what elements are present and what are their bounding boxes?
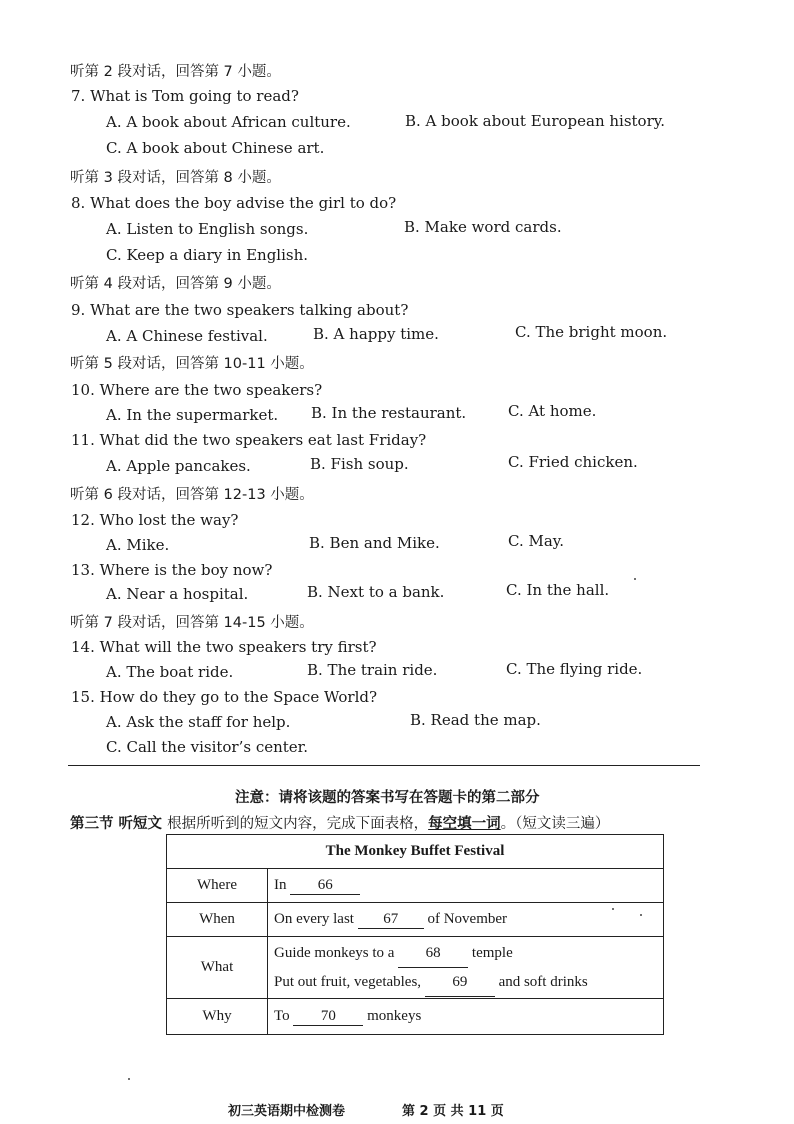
- notice-text: 注意：请将该题的答案书写在答题卡的第二部分: [235, 790, 540, 806]
- row-value-when: [268, 903, 664, 937]
- scan-speck: [640, 914, 642, 916]
- option-a: A. In the supermarket.: [106, 406, 279, 424]
- option-c: C. The flying ride.: [506, 660, 643, 678]
- option-c: C. At home.: [508, 402, 597, 420]
- footer-title: 初三英语期中检测卷: [228, 1104, 346, 1119]
- row-value-what: [268, 937, 664, 999]
- blank-68[interactable]: 68: [398, 939, 468, 968]
- scan-speck: [634, 578, 636, 580]
- option-c: C. Fried chicken.: [508, 453, 638, 471]
- row-label-where: Where: [167, 869, 268, 903]
- what2-pre: Put out fruit, vegetables,: [274, 973, 422, 990]
- what1-pre: Guide monkeys to a: [274, 944, 395, 961]
- blank-70[interactable]: 70: [293, 1008, 363, 1026]
- option-b: B. The train ride.: [307, 661, 438, 679]
- option-b: B. Read the map.: [410, 711, 541, 729]
- section-heading: 听第 3 段对话，回答第 8 小题。: [70, 170, 281, 186]
- option-c: C. Call the visitor’s center.: [106, 738, 308, 756]
- table-row: [167, 937, 664, 999]
- when-post: of November: [427, 910, 508, 927]
- question-stem: 12. Who lost the way?: [71, 511, 239, 529]
- option-b: B. Ben and Mike.: [309, 534, 440, 552]
- table-row: [167, 999, 664, 1035]
- option-b: B. In the restaurant.: [311, 404, 467, 422]
- option-b: B. Make word cards.: [404, 218, 562, 236]
- question-stem: 10. Where are the two speakers?: [71, 381, 323, 399]
- option-a: A. A Chinese festival.: [106, 327, 268, 345]
- row-label-what: What: [167, 937, 268, 999]
- scan-speck: [612, 908, 614, 910]
- part3-title: 第三节 听短文: [70, 816, 163, 832]
- question-stem: 7. What is Tom going to read?: [71, 87, 299, 105]
- section-heading: 听第 2 段对话，回答第 7 小题。: [70, 64, 281, 80]
- option-a: A. Apple pancakes.: [106, 457, 251, 475]
- part3-emphasis: 每空填一词: [428, 816, 501, 832]
- why-pre: To: [274, 1007, 290, 1024]
- section-heading: 听第 6 段对话，回答第 12-13 小题。: [70, 487, 314, 503]
- option-c: C. May.: [508, 532, 565, 550]
- row-label-when: When: [167, 903, 268, 937]
- option-b: B. A happy time.: [313, 325, 439, 343]
- option-a: A. A book about African culture.: [106, 113, 351, 131]
- option-c: C. In the hall.: [506, 581, 610, 599]
- option-c: C. Keep a diary in English.: [106, 246, 309, 264]
- why-post: monkeys: [367, 1007, 422, 1024]
- option-a: A. Ask the staff for help.: [106, 713, 291, 731]
- footer-page: 第 2 页 共 11 页: [402, 1104, 504, 1119]
- option-a: A. Mike.: [106, 536, 170, 554]
- row-value-why: [268, 999, 664, 1035]
- question-stem: 15. How do they go to the Space World?: [71, 688, 378, 706]
- row-label-why: Why: [167, 999, 268, 1035]
- part3-instruction-text: 根据所听到的短文内容，完成下面表格，: [167, 816, 429, 832]
- table-row: [167, 903, 664, 937]
- row-value-where: [268, 869, 664, 903]
- option-b: B. A book about European history.: [405, 112, 666, 130]
- question-stem: 9. What are the two speakers talking about?: [71, 301, 409, 319]
- festival-table: [166, 834, 664, 1035]
- blank-67[interactable]: 67: [358, 911, 424, 929]
- divider: [68, 765, 700, 766]
- option-a: A. Near a hospital.: [106, 585, 249, 603]
- table-title: The Monkey Buffet Festival: [167, 835, 664, 869]
- option-a: A. Listen to English songs.: [106, 220, 309, 238]
- what1-post: temple: [471, 944, 513, 961]
- blank-69[interactable]: 69: [425, 968, 495, 997]
- part3-tail: 。（短文读三遍）: [500, 816, 610, 832]
- option-c: C. The bright moon.: [515, 323, 668, 341]
- where-pre: In: [274, 876, 287, 893]
- what2-post: and soft drinks: [498, 973, 588, 990]
- option-c: C. A book about Chinese art.: [106, 139, 325, 157]
- table-row: [167, 869, 664, 903]
- option-b: B. Next to a bank.: [307, 583, 445, 601]
- question-stem: 8. What does the boy advise the girl to do?: [71, 194, 397, 212]
- option-a: A. The boat ride.: [106, 663, 234, 681]
- when-pre: On every last: [274, 910, 354, 927]
- section-heading: 听第 5 段对话，回答第 10-11 小题。: [70, 356, 314, 372]
- option-b: B. Fish soup.: [310, 455, 409, 473]
- part3-instruction: [70, 812, 609, 833]
- question-stem: 14. What will the two speakers try first?: [71, 638, 377, 656]
- section-heading: 听第 4 段对话，回答第 9 小题。: [70, 276, 281, 292]
- section-heading: 听第 7 段对话，回答第 14-15 小题。: [70, 615, 314, 631]
- question-stem: 11. What did the two speakers eat last Friday?: [71, 431, 427, 449]
- question-stem: 13. Where is the boy now?: [71, 561, 273, 579]
- blank-66[interactable]: 66: [290, 877, 360, 895]
- scan-speck: [128, 1078, 130, 1080]
